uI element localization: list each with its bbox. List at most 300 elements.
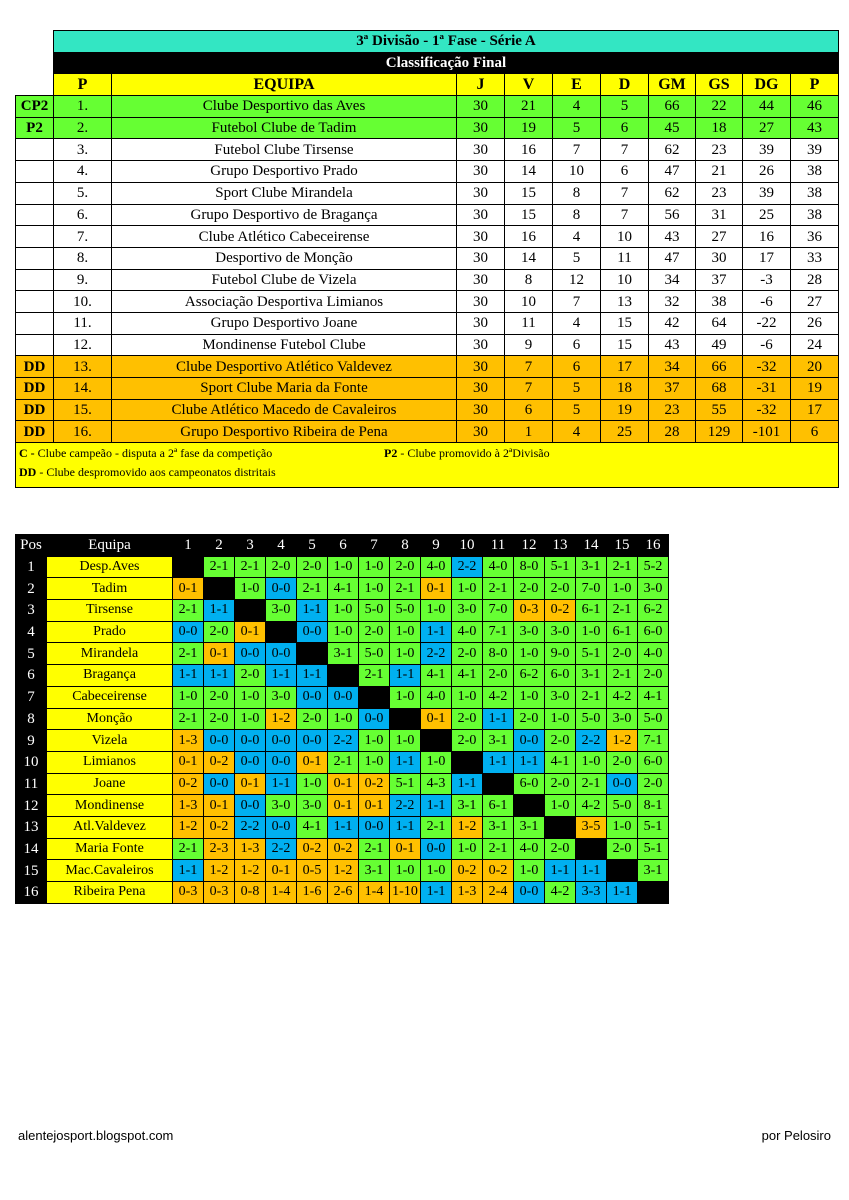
match-result: 1-1 bbox=[421, 795, 452, 817]
standings-goals-for: 62 bbox=[649, 182, 696, 204]
standings-pos: 14. bbox=[54, 378, 112, 400]
match-result: 2-1 bbox=[235, 556, 266, 578]
match-result: 2-1 bbox=[607, 556, 638, 578]
col-header-losses: D bbox=[601, 74, 649, 96]
matrix-team: Joane bbox=[47, 773, 173, 795]
standings-goals-for: 23 bbox=[649, 399, 696, 421]
standings-goal-diff: 16 bbox=[743, 226, 791, 248]
match-result: 1-1 bbox=[173, 665, 204, 687]
match-result: 0-0 bbox=[266, 751, 297, 773]
match-result: 2-0 bbox=[297, 556, 328, 578]
standings-goals-against: 49 bbox=[696, 334, 743, 356]
matrix-row bbox=[16, 686, 669, 708]
match-result: 4-2 bbox=[607, 686, 638, 708]
match-result: 0-0 bbox=[235, 643, 266, 665]
status-badge: DD bbox=[16, 378, 54, 400]
standings-goals-for: 56 bbox=[649, 204, 696, 226]
col-header-played: J bbox=[457, 74, 505, 96]
match-result: 0-0 bbox=[359, 816, 390, 838]
match-result: 1-0 bbox=[173, 686, 204, 708]
matrix-row bbox=[16, 838, 669, 860]
standings-pos: 11. bbox=[54, 312, 112, 334]
match-result: 7-0 bbox=[576, 578, 607, 600]
match-result: 0-0 bbox=[514, 882, 545, 904]
match-result: 0-2 bbox=[359, 773, 390, 795]
standings-goals-for: 45 bbox=[649, 117, 696, 139]
match-result: 4-1 bbox=[297, 816, 328, 838]
matrix-team: Bragança bbox=[47, 665, 173, 687]
match-result: 0-2 bbox=[204, 751, 235, 773]
matrix-col-header: 16 bbox=[638, 535, 669, 557]
match-result: 1-0 bbox=[576, 751, 607, 773]
standings-wins: 16 bbox=[505, 139, 553, 161]
standings-draws: 12 bbox=[553, 269, 601, 291]
match-result: 2-0 bbox=[545, 838, 576, 860]
match-result: 6-2 bbox=[638, 600, 669, 622]
standings-team: Clube Desportivo Atlético Valdevez bbox=[112, 356, 457, 378]
matrix-col-header: 2 bbox=[204, 535, 235, 557]
standings-pos: 1. bbox=[54, 96, 112, 118]
standings-goals-for: 43 bbox=[649, 334, 696, 356]
match-result: 2-1 bbox=[421, 816, 452, 838]
standings-row bbox=[16, 204, 839, 226]
match-result: 3-1 bbox=[638, 860, 669, 882]
matrix-pos: 10 bbox=[16, 751, 47, 773]
matrix-col-header: 3 bbox=[235, 535, 266, 557]
match-result: 0-8 bbox=[235, 882, 266, 904]
match-result: 2-1 bbox=[297, 578, 328, 600]
match-result: 4-0 bbox=[514, 838, 545, 860]
matrix-team: Tirsense bbox=[47, 600, 173, 622]
match-result: 5-0 bbox=[359, 643, 390, 665]
matrix-self-cell bbox=[204, 578, 235, 600]
standings-goal-diff: -3 bbox=[743, 269, 791, 291]
match-result: 2-0 bbox=[638, 665, 669, 687]
match-result: 2-0 bbox=[545, 773, 576, 795]
match-result: 1-0 bbox=[607, 578, 638, 600]
matrix-col-header: 4 bbox=[266, 535, 297, 557]
standings-draws: 7 bbox=[553, 291, 601, 313]
standings-played: 30 bbox=[457, 139, 505, 161]
standings-table bbox=[15, 30, 839, 488]
standings-played: 30 bbox=[457, 226, 505, 248]
matrix-self-cell bbox=[266, 621, 297, 643]
match-result: 1-1 bbox=[390, 665, 421, 687]
standings-played: 30 bbox=[457, 378, 505, 400]
standings-goal-diff: -22 bbox=[743, 312, 791, 334]
match-result: 2-1 bbox=[390, 578, 421, 600]
standings-points: 38 bbox=[791, 161, 839, 183]
matrix-row bbox=[16, 556, 669, 578]
col-header-goals-against: GS bbox=[696, 74, 743, 96]
matrix-col-header: 9 bbox=[421, 535, 452, 557]
matrix-col-header: 1 bbox=[173, 535, 204, 557]
match-result: 4-1 bbox=[638, 686, 669, 708]
match-result: 1-0 bbox=[452, 578, 483, 600]
standings-draws: 7 bbox=[553, 139, 601, 161]
matrix-pos: 12 bbox=[16, 795, 47, 817]
matrix-col-header: 12 bbox=[514, 535, 545, 557]
standings-row bbox=[16, 139, 839, 161]
standings-draws: 8 bbox=[553, 204, 601, 226]
standings-draws: 6 bbox=[553, 356, 601, 378]
matrix-row bbox=[16, 860, 669, 882]
standings-points: 27 bbox=[791, 291, 839, 313]
standings-draws: 5 bbox=[553, 378, 601, 400]
status-badge bbox=[16, 247, 54, 269]
match-result: 1-1 bbox=[173, 860, 204, 882]
standings-played: 30 bbox=[457, 312, 505, 334]
standings-losses: 10 bbox=[601, 226, 649, 248]
standings-wins: 9 bbox=[505, 334, 553, 356]
standings-losses: 6 bbox=[601, 161, 649, 183]
match-result: 1-1 bbox=[514, 751, 545, 773]
match-result: 3-0 bbox=[266, 686, 297, 708]
standings-wins: 7 bbox=[505, 378, 553, 400]
match-result: 0-2 bbox=[297, 838, 328, 860]
match-result: 2-2 bbox=[452, 556, 483, 578]
match-result: 1-0 bbox=[328, 556, 359, 578]
standings-goals-for: 34 bbox=[649, 269, 696, 291]
standings-points: 38 bbox=[791, 204, 839, 226]
legend-c-key: C - bbox=[19, 446, 35, 461]
matrix-col-header: 10 bbox=[452, 535, 483, 557]
standings-goal-diff: -32 bbox=[743, 356, 791, 378]
match-result: 1-3 bbox=[173, 795, 204, 817]
match-result: 1-3 bbox=[452, 882, 483, 904]
standings-goals-for: 42 bbox=[649, 312, 696, 334]
matrix-row bbox=[16, 665, 669, 687]
standings-pos: 6. bbox=[54, 204, 112, 226]
standings-points: 38 bbox=[791, 182, 839, 204]
standings-row bbox=[16, 96, 839, 118]
matrix-team: Mac.Cavaleiros bbox=[47, 860, 173, 882]
standings-pos: 10. bbox=[54, 291, 112, 313]
standings-points: 6 bbox=[791, 421, 839, 443]
standings-team: Clube Atlético Macedo de Cavaleiros bbox=[112, 399, 457, 421]
standings-team: Desportivo de Monção bbox=[112, 247, 457, 269]
standings-draws: 5 bbox=[553, 399, 601, 421]
match-result: 2-0 bbox=[266, 556, 297, 578]
standings-losses: 13 bbox=[601, 291, 649, 313]
match-result: 1-1 bbox=[483, 708, 514, 730]
match-result: 4-0 bbox=[638, 643, 669, 665]
match-result: 1-0 bbox=[235, 686, 266, 708]
standings-losses: 18 bbox=[601, 378, 649, 400]
standings-wins: 15 bbox=[505, 204, 553, 226]
match-result: 0-1 bbox=[235, 621, 266, 643]
match-result: 0-1 bbox=[421, 708, 452, 730]
matrix-header-team: Equipa bbox=[47, 535, 173, 557]
match-result: 3-0 bbox=[638, 578, 669, 600]
matrix-row bbox=[16, 708, 669, 730]
matrix-col-header: 13 bbox=[545, 535, 576, 557]
status-badge bbox=[16, 226, 54, 248]
match-result: 1-0 bbox=[576, 621, 607, 643]
match-result: 6-2 bbox=[514, 665, 545, 687]
match-result: 1-0 bbox=[390, 643, 421, 665]
match-result: 2-1 bbox=[204, 556, 235, 578]
matrix-team: Tadim bbox=[47, 578, 173, 600]
match-result: 0-1 bbox=[173, 578, 204, 600]
match-result: 1-1 bbox=[421, 621, 452, 643]
match-result: 1-1 bbox=[266, 665, 297, 687]
match-result: 0-0 bbox=[266, 643, 297, 665]
standings-draws: 5 bbox=[553, 117, 601, 139]
status-badge bbox=[16, 182, 54, 204]
match-result: 3-5 bbox=[576, 816, 607, 838]
standings-goals-against: 23 bbox=[696, 182, 743, 204]
matrix-row bbox=[16, 882, 669, 904]
standings-wins: 16 bbox=[505, 226, 553, 248]
match-result: 2-0 bbox=[638, 773, 669, 795]
matrix-row bbox=[16, 816, 669, 838]
match-result: 1-2 bbox=[204, 860, 235, 882]
standings-points: 36 bbox=[791, 226, 839, 248]
matrix-self-cell bbox=[514, 795, 545, 817]
standings-played: 30 bbox=[457, 182, 505, 204]
match-result: 2-0 bbox=[297, 708, 328, 730]
match-result: 4-0 bbox=[421, 556, 452, 578]
standings-losses: 7 bbox=[601, 204, 649, 226]
col-header-points: P bbox=[791, 74, 839, 96]
match-result: 2-0 bbox=[235, 665, 266, 687]
match-result: 3-1 bbox=[452, 795, 483, 817]
match-result: 1-1 bbox=[266, 773, 297, 795]
status-badge bbox=[16, 139, 54, 161]
standings-pos: 15. bbox=[54, 399, 112, 421]
match-result: 6-0 bbox=[638, 621, 669, 643]
standings-losses: 17 bbox=[601, 356, 649, 378]
col-header-team: EQUIPA bbox=[112, 74, 457, 96]
standings-team: Futebol Clube Tirsense bbox=[112, 139, 457, 161]
standings-losses: 19 bbox=[601, 399, 649, 421]
match-result: 3-3 bbox=[576, 882, 607, 904]
match-result: 3-1 bbox=[514, 816, 545, 838]
match-result: 0-2 bbox=[328, 838, 359, 860]
standings-goal-diff: -32 bbox=[743, 399, 791, 421]
match-result: 1-1 bbox=[483, 751, 514, 773]
match-result: 5-0 bbox=[359, 600, 390, 622]
match-result: 2-1 bbox=[576, 686, 607, 708]
match-result: 4-1 bbox=[545, 751, 576, 773]
standings-row bbox=[16, 247, 839, 269]
match-result: 4-2 bbox=[483, 686, 514, 708]
standings-goal-diff: -31 bbox=[743, 378, 791, 400]
matrix-team: Ribeira Pena bbox=[47, 882, 173, 904]
matrix-team: Vizela bbox=[47, 730, 173, 752]
standings-row bbox=[16, 269, 839, 291]
status-badge bbox=[16, 291, 54, 313]
standings-header-row bbox=[16, 74, 839, 96]
match-result: 1-0 bbox=[545, 795, 576, 817]
matrix-team: Atl.Valdevez bbox=[47, 816, 173, 838]
standings-team: Futebol Clube de Tadim bbox=[112, 117, 457, 139]
standings-goal-diff: 26 bbox=[743, 161, 791, 183]
match-result: 0-1 bbox=[204, 643, 235, 665]
col-header-draws: E bbox=[553, 74, 601, 96]
match-result: 1-2 bbox=[235, 860, 266, 882]
standings-goals-for: 34 bbox=[649, 356, 696, 378]
match-result: 1-0 bbox=[390, 730, 421, 752]
standings-wins: 10 bbox=[505, 291, 553, 313]
match-result: 3-1 bbox=[483, 816, 514, 838]
match-result: 2-0 bbox=[359, 621, 390, 643]
standings-losses: 7 bbox=[601, 182, 649, 204]
match-result: 5-0 bbox=[576, 708, 607, 730]
match-result: 4-0 bbox=[452, 621, 483, 643]
match-result: 1-4 bbox=[359, 882, 390, 904]
matrix-self-cell bbox=[545, 816, 576, 838]
match-result: 0-2 bbox=[173, 773, 204, 795]
matrix-row bbox=[16, 600, 669, 622]
standings-team: Futebol Clube de Vizela bbox=[112, 269, 457, 291]
standings-losses: 10 bbox=[601, 269, 649, 291]
match-result: 1-0 bbox=[545, 708, 576, 730]
standings-goal-diff: -6 bbox=[743, 291, 791, 313]
match-result: 3-1 bbox=[328, 643, 359, 665]
match-result: 2-2 bbox=[390, 795, 421, 817]
match-result: 1-0 bbox=[390, 860, 421, 882]
standings-points: 26 bbox=[791, 312, 839, 334]
match-result: 2-0 bbox=[607, 643, 638, 665]
results-matrix bbox=[15, 534, 669, 904]
match-result: 4-1 bbox=[452, 665, 483, 687]
match-result: 1-1 bbox=[390, 751, 421, 773]
match-result: 2-1 bbox=[359, 838, 390, 860]
legend-c-text: Clube campeão - disputa a 2ª fase da competição bbox=[34, 446, 273, 461]
match-result: 4-2 bbox=[576, 795, 607, 817]
standings-goals-for: 47 bbox=[649, 247, 696, 269]
standings-goals-against: 66 bbox=[696, 356, 743, 378]
match-result: 2-0 bbox=[607, 751, 638, 773]
matrix-pos: 6 bbox=[16, 665, 47, 687]
match-result: 3-1 bbox=[576, 665, 607, 687]
standings-goals-for: 62 bbox=[649, 139, 696, 161]
match-result: 1-1 bbox=[545, 860, 576, 882]
standings-pos: 9. bbox=[54, 269, 112, 291]
match-result: 0-2 bbox=[204, 816, 235, 838]
standings-losses: 25 bbox=[601, 421, 649, 443]
matrix-team: Monção bbox=[47, 708, 173, 730]
match-result: 5-0 bbox=[638, 708, 669, 730]
matrix-pos: 13 bbox=[16, 816, 47, 838]
standings-points: 43 bbox=[791, 117, 839, 139]
standings-row bbox=[16, 356, 839, 378]
status-badge bbox=[16, 334, 54, 356]
match-result: 0-0 bbox=[421, 838, 452, 860]
standings-goals-against: 38 bbox=[696, 291, 743, 313]
matrix-col-header: 15 bbox=[607, 535, 638, 557]
standings-draws: 4 bbox=[553, 421, 601, 443]
match-result: 1-1 bbox=[204, 600, 235, 622]
match-result: 1-0 bbox=[514, 643, 545, 665]
standings-row bbox=[16, 312, 839, 334]
match-result: 2-0 bbox=[545, 578, 576, 600]
standings-played: 30 bbox=[457, 399, 505, 421]
standings-points: 24 bbox=[791, 334, 839, 356]
matrix-pos: 1 bbox=[16, 556, 47, 578]
match-result: 3-0 bbox=[607, 708, 638, 730]
standings-points: 33 bbox=[791, 247, 839, 269]
match-result: 0-0 bbox=[204, 730, 235, 752]
standings-row bbox=[16, 399, 839, 421]
standings-row bbox=[16, 378, 839, 400]
standings-pos: 5. bbox=[54, 182, 112, 204]
matrix-pos: 9 bbox=[16, 730, 47, 752]
matrix-header-row bbox=[16, 535, 669, 557]
standings-goals-against: 22 bbox=[696, 96, 743, 118]
standings-points: 17 bbox=[791, 399, 839, 421]
match-result: 5-0 bbox=[607, 795, 638, 817]
standings-played: 30 bbox=[457, 356, 505, 378]
match-result: 0-0 bbox=[359, 708, 390, 730]
matrix-pos: 14 bbox=[16, 838, 47, 860]
standings-pos: 16. bbox=[54, 421, 112, 443]
standings-draws: 4 bbox=[553, 226, 601, 248]
standings-draws: 5 bbox=[553, 247, 601, 269]
standings-goals-against: 55 bbox=[696, 399, 743, 421]
match-result: 0-1 bbox=[235, 773, 266, 795]
standings-wins: 6 bbox=[505, 399, 553, 421]
standings-goals-for: 66 bbox=[649, 96, 696, 118]
matrix-row bbox=[16, 795, 669, 817]
standings-goal-diff: 25 bbox=[743, 204, 791, 226]
standings-losses: 15 bbox=[601, 312, 649, 334]
match-result: 0-1 bbox=[390, 838, 421, 860]
standings-goals-for: 37 bbox=[649, 378, 696, 400]
standings-points: 20 bbox=[791, 356, 839, 378]
standings-losses: 15 bbox=[601, 334, 649, 356]
match-result: 8-1 bbox=[638, 795, 669, 817]
match-result: 6-0 bbox=[638, 751, 669, 773]
standings-goals-against: 68 bbox=[696, 378, 743, 400]
standings-played: 30 bbox=[457, 334, 505, 356]
standings-row bbox=[16, 117, 839, 139]
match-result: 0-3 bbox=[514, 600, 545, 622]
match-result: 2-2 bbox=[266, 838, 297, 860]
standings-team: Sport Clube Mirandela bbox=[112, 182, 457, 204]
standings-wins: 19 bbox=[505, 117, 553, 139]
status-badge bbox=[16, 204, 54, 226]
match-result: 5-1 bbox=[576, 643, 607, 665]
match-result: 7-1 bbox=[638, 730, 669, 752]
standings-pos: 12. bbox=[54, 334, 112, 356]
match-result: 1-0 bbox=[390, 686, 421, 708]
standings-goals-for: 28 bbox=[649, 421, 696, 443]
match-result: 0-0 bbox=[297, 621, 328, 643]
standings-losses: 11 bbox=[601, 247, 649, 269]
matrix-team: Prado bbox=[47, 621, 173, 643]
matrix-team: Maria Fonte bbox=[47, 838, 173, 860]
standings-subtitle: Classificação Final bbox=[54, 52, 839, 74]
match-result: 1-0 bbox=[235, 708, 266, 730]
standings-pos: 7. bbox=[54, 226, 112, 248]
match-result: 0-0 bbox=[235, 751, 266, 773]
legend-dd-key: DD bbox=[19, 465, 37, 480]
standings-team: Clube Atlético Cabeceirense bbox=[112, 226, 457, 248]
standings-team: Associação Desportiva Limianos bbox=[112, 291, 457, 313]
standings-title: 3ª Divisão - 1ª Fase - Série A bbox=[54, 31, 839, 53]
standings-goal-diff: 39 bbox=[743, 139, 791, 161]
match-result: 1-2 bbox=[452, 816, 483, 838]
match-result: 1-0 bbox=[421, 860, 452, 882]
match-result: 1-2 bbox=[328, 860, 359, 882]
match-result: 1-10 bbox=[390, 882, 421, 904]
standings-row bbox=[16, 161, 839, 183]
match-result: 3-0 bbox=[514, 621, 545, 643]
match-result: 2-2 bbox=[235, 816, 266, 838]
